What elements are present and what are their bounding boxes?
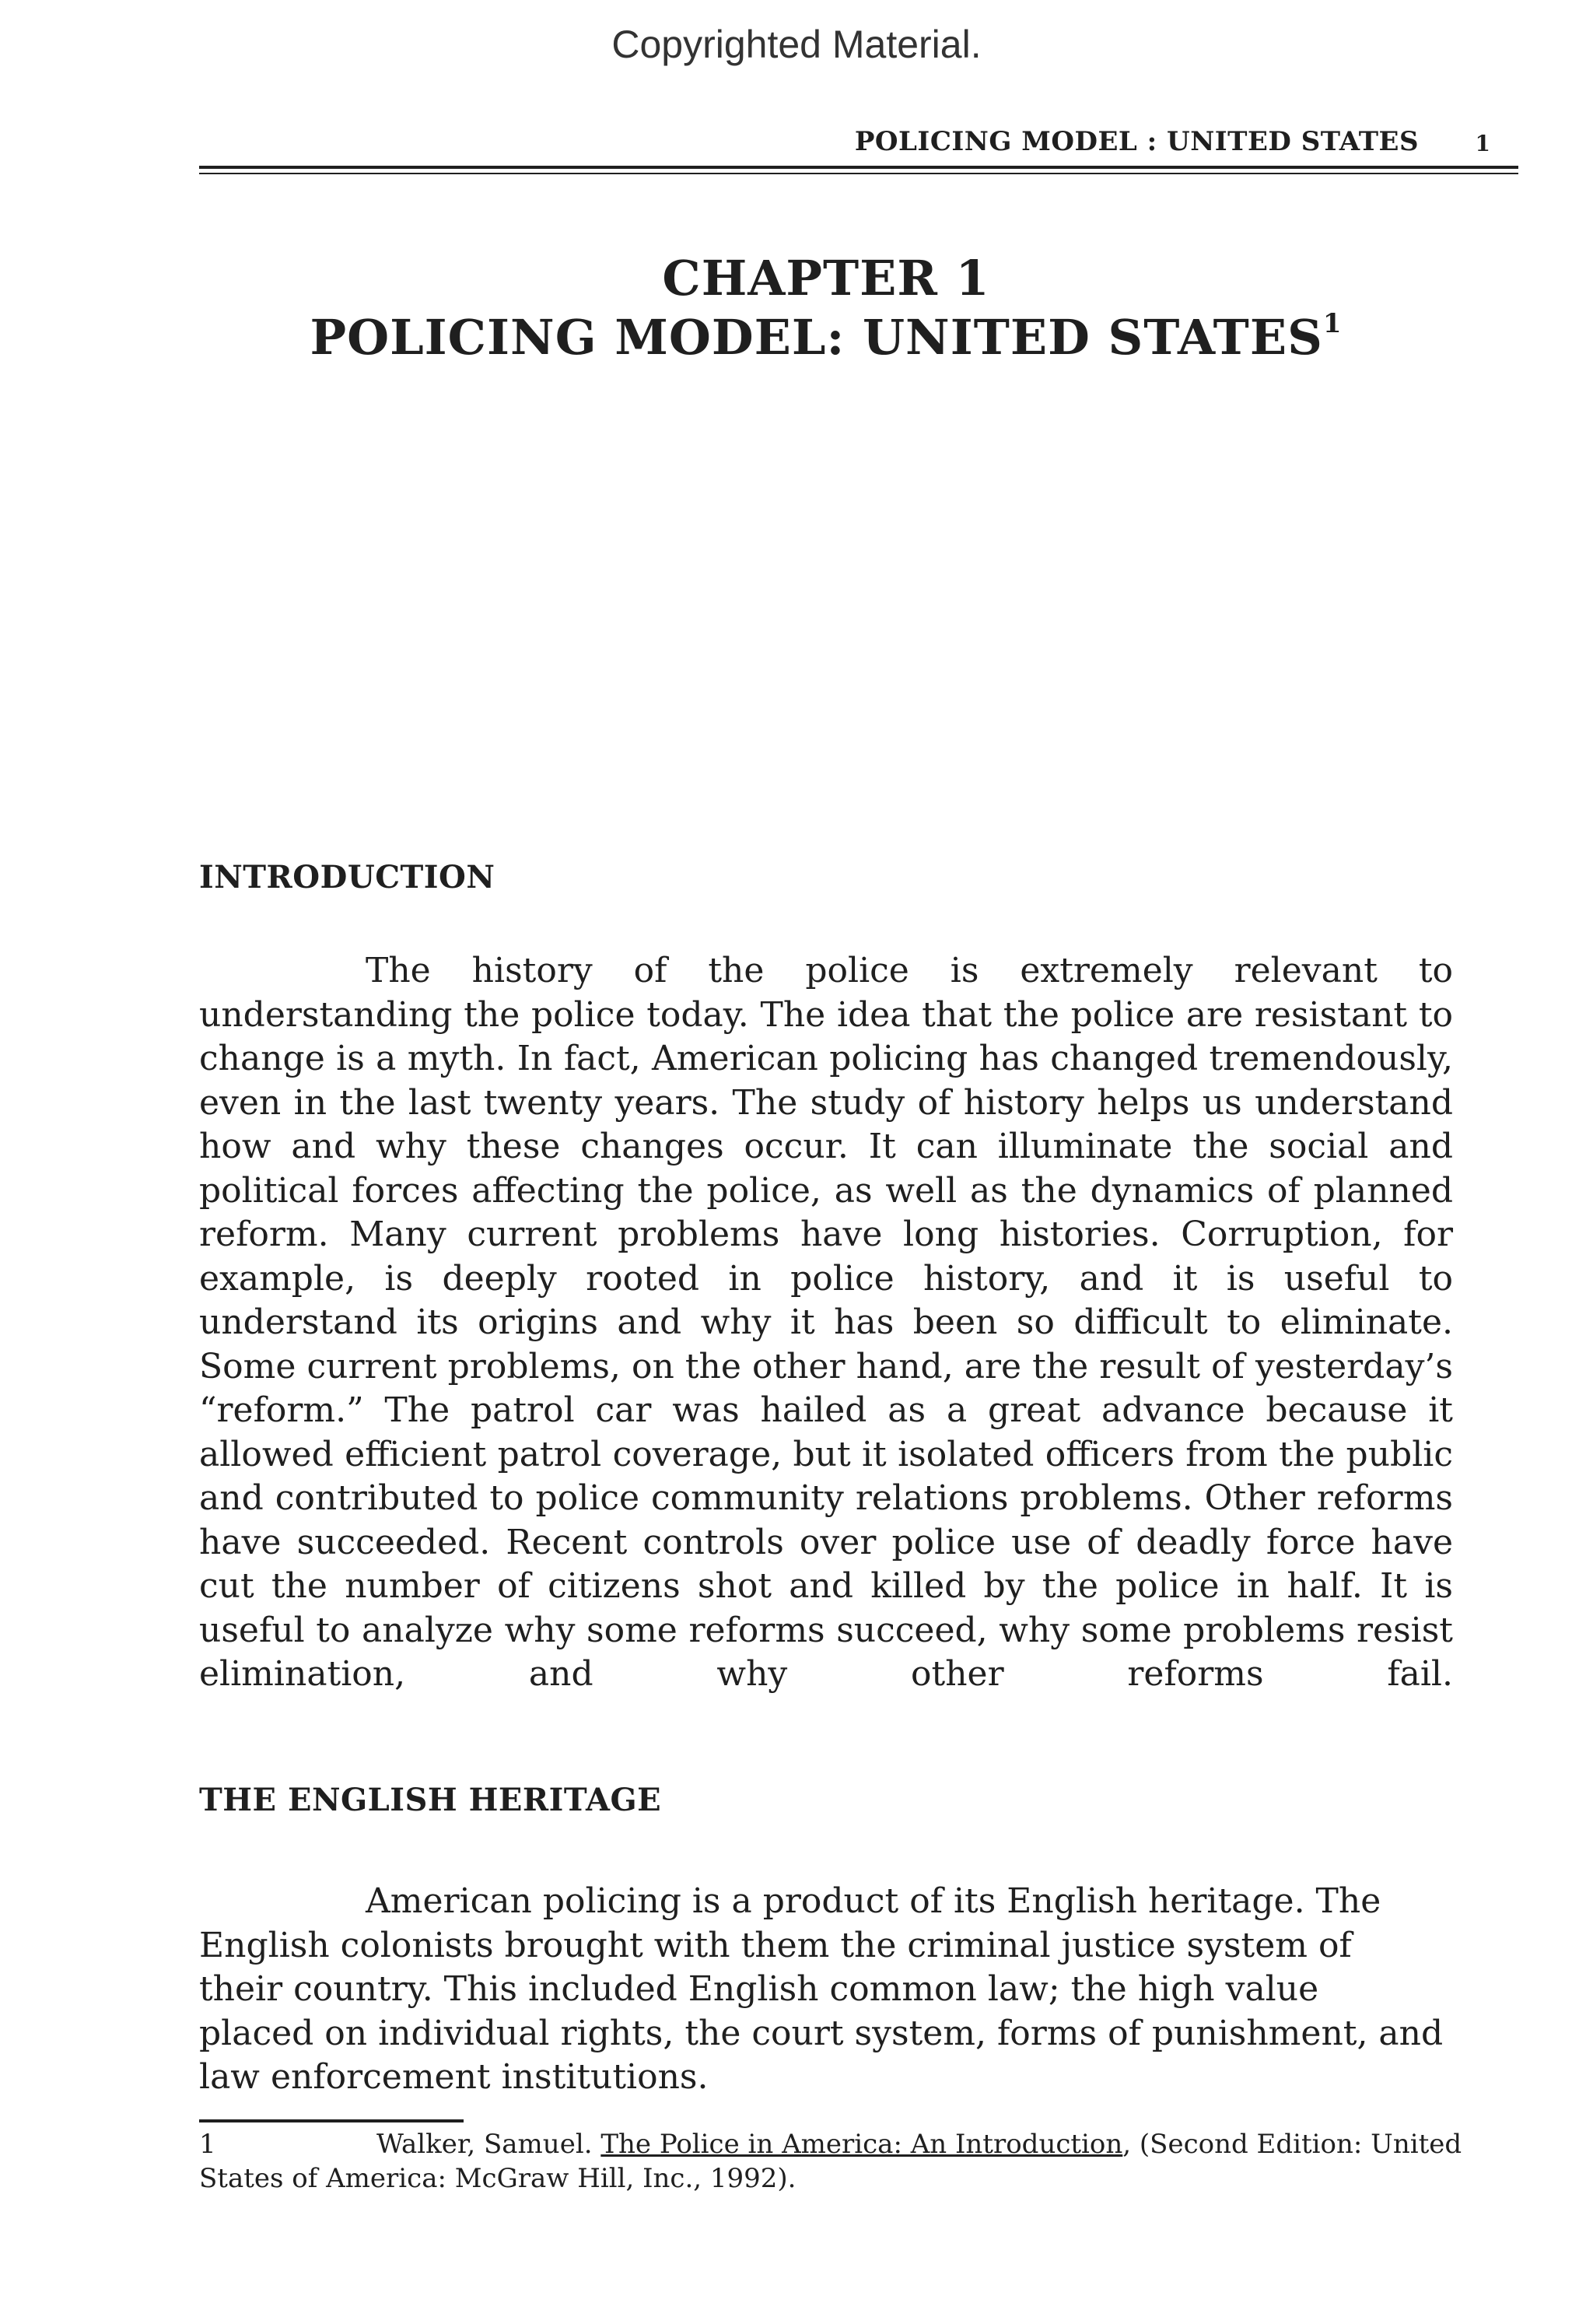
copyright-banner: Copyrighted Material.: [611, 23, 982, 66]
introduction-paragraph: The history of the police is extremely relevant to understanding the police today. The idea that the police are resistant to change is a myth. In fact, American policing has changed tremendously, even in the last twenty years. The study of history helps us understand how and why these changes occur. It can illuminate the social and political forces affecting the police, as well as the dynamics of planned reform. Many current problems have long histories. Corruption, for example, is deeply rooted in police history, and it is useful to understand its origins and why it has been so difficult to eliminate. Some current problems, on the other hand, are the result of yesterday’s “reform.” The patrol car was hailed as a great advance because it allowed efficient patrol coverage, but it isolated officers from the public and contributed to police community relations problems. Other reforms have succeeded. Recent controls over police use of deadly force have cut the number of citizens shot and killed by the police in half. It is useful to analyze why some reforms succeed, why some problems resist elimination, and why other reforms fail.: [199, 951, 1453, 1694]
chapter-heading: [199, 249, 1453, 367]
footnote-rule: [199, 2119, 464, 2122]
chapter-label: CHAPTER 1: [662, 250, 990, 307]
chapter-title: POLICING MODEL: UNITED STATES: [310, 309, 1323, 366]
running-head: [199, 126, 1518, 165]
footnote-book-title: The Police in America: An Introduction: [600, 2129, 1123, 2160]
section-heading-english-heritage: THE ENGLISH HERITAGE: [199, 1782, 662, 1818]
section-heading-introduction: INTRODUCTION: [199, 859, 495, 896]
footnote-citation-rest: , (Second Edition: United States of America: McGraw Hill, Inc., 1992).: [199, 2129, 1462, 2194]
footnote-marker: 1: [1322, 308, 1343, 339]
page-number: 1: [1475, 131, 1490, 156]
header-rule-thin: [199, 173, 1518, 174]
footnote-number: 1: [199, 2129, 216, 2160]
footnote-author: Walker, Samuel.: [376, 2129, 601, 2160]
chapter-title-line: [199, 308, 1453, 367]
english-heritage-paragraph: American policing is a product of its English heritage. The English colonists brought with them the criminal justice system of their country. This included English common law; the high value placed on individual rights, the court system, forms of punishment, and law enforcement institutions.: [199, 1881, 1444, 2097]
running-head-title: POLICING MODEL : UNITED STATES: [854, 126, 1419, 157]
header-rule-thick: [199, 166, 1518, 169]
footnote: [199, 2127, 1475, 2196]
